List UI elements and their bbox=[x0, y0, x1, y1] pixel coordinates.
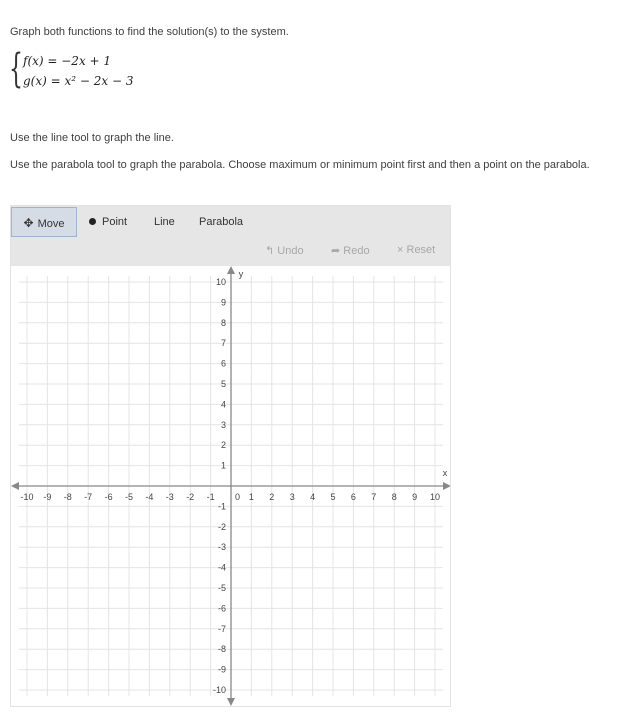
y-tick-label: -1 bbox=[217, 501, 226, 512]
x-tick-label: 9 bbox=[412, 492, 418, 502]
x-tick-label: 8 bbox=[391, 492, 397, 502]
x-tick-label: -6 bbox=[104, 492, 113, 502]
question-prompt: Graph both functions to find the solution(s) to the system. bbox=[10, 26, 289, 38]
x-tick-label: -4 bbox=[145, 492, 154, 502]
point-tool-button[interactable] bbox=[89, 207, 139, 237]
y-tick-label: -8 bbox=[217, 644, 226, 655]
y-tick-label: -10 bbox=[212, 685, 226, 695]
y-tick-label: 2 bbox=[220, 440, 226, 451]
graph-toolbar bbox=[11, 206, 450, 266]
x-tick-label: 10 bbox=[429, 492, 441, 502]
y-tick-label: 10 bbox=[215, 277, 226, 287]
x-tick-label: 1 bbox=[248, 492, 254, 502]
system-brace: { bbox=[9, 46, 23, 92]
x-tick-label: -7 bbox=[84, 492, 93, 502]
reset-label: Reset bbox=[406, 244, 436, 256]
x-tick-label: -9 bbox=[43, 492, 52, 502]
redo-button[interactable] bbox=[331, 244, 370, 257]
coordinate-plane[interactable] bbox=[11, 266, 450, 706]
x-tick-label: -2 bbox=[186, 492, 195, 502]
x-tick-label: -5 bbox=[124, 492, 134, 502]
move-label: Move bbox=[37, 218, 65, 230]
parabola-tool-button[interactable]: Parabola bbox=[199, 216, 244, 228]
reset-icon: × bbox=[397, 244, 404, 256]
y-tick-label: 7 bbox=[220, 338, 226, 349]
y-tick-label: -4 bbox=[217, 562, 226, 573]
x-tick-label: 2 bbox=[269, 492, 275, 502]
x-tick-label: -8 bbox=[63, 492, 72, 502]
y-tick-label: 5 bbox=[220, 379, 226, 389]
y-axis-down-arrow-icon bbox=[227, 698, 235, 706]
parabola-instruction: Use the parabola tool to graph the parabola. Choose maximum or minimum point first and then a point on the parabola. bbox=[10, 159, 590, 171]
y-tick-label: -6 bbox=[217, 603, 226, 614]
origin-label: 0 bbox=[235, 492, 241, 502]
y-tick-label: 6 bbox=[220, 358, 226, 369]
undo-label: Undo bbox=[277, 245, 304, 257]
x-tick-label: -10 bbox=[20, 492, 34, 502]
y-tick-label: -2 bbox=[217, 521, 226, 532]
reset-button[interactable] bbox=[397, 244, 435, 256]
point-icon bbox=[89, 218, 96, 225]
point-label: Point bbox=[102, 216, 128, 228]
y-tick-label: -7 bbox=[217, 623, 226, 634]
y-tick-label: -5 bbox=[217, 583, 226, 593]
redo-icon: ➦ bbox=[331, 245, 341, 257]
x-tick-label: 6 bbox=[350, 492, 356, 502]
y-tick-label: 3 bbox=[220, 419, 226, 430]
x-axis-left-arrow-icon bbox=[11, 482, 19, 490]
x-tick-label: -3 bbox=[165, 492, 174, 502]
y-tick-label: 1 bbox=[220, 460, 226, 471]
redo-label: Redo bbox=[343, 245, 370, 257]
move-tool-button[interactable] bbox=[11, 207, 77, 237]
y-tick-label: 4 bbox=[220, 399, 226, 410]
x-tick-label: 7 bbox=[371, 492, 377, 502]
x-tick-label: -1 bbox=[206, 492, 215, 502]
y-axis-label: y bbox=[238, 269, 244, 279]
y-tick-label: 8 bbox=[220, 317, 226, 328]
y-tick-label: 9 bbox=[220, 297, 226, 308]
y-axis-up-arrow-icon bbox=[227, 266, 235, 274]
x-tick-label: 4 bbox=[310, 492, 316, 502]
y-tick-label: -9 bbox=[217, 664, 226, 675]
line-instruction: Use the line tool to graph the line. bbox=[10, 132, 174, 144]
x-axis-right-arrow-icon bbox=[443, 482, 450, 490]
y-tick-label: -3 bbox=[217, 542, 226, 553]
undo-button[interactable] bbox=[265, 244, 304, 257]
move-icon: ✥ bbox=[23, 216, 34, 230]
equation-f: f(x) = −2x + 1 bbox=[23, 54, 112, 68]
equation-g: g(x) = x² − 2x − 3 bbox=[23, 74, 134, 88]
x-tick-label: 3 bbox=[289, 492, 295, 502]
x-tick-label: 5 bbox=[330, 492, 336, 502]
undo-icon: ↰ bbox=[265, 245, 275, 257]
x-axis-label: x bbox=[442, 468, 448, 478]
line-tool-button[interactable]: Line bbox=[154, 216, 175, 228]
graphing-tool bbox=[10, 205, 451, 707]
